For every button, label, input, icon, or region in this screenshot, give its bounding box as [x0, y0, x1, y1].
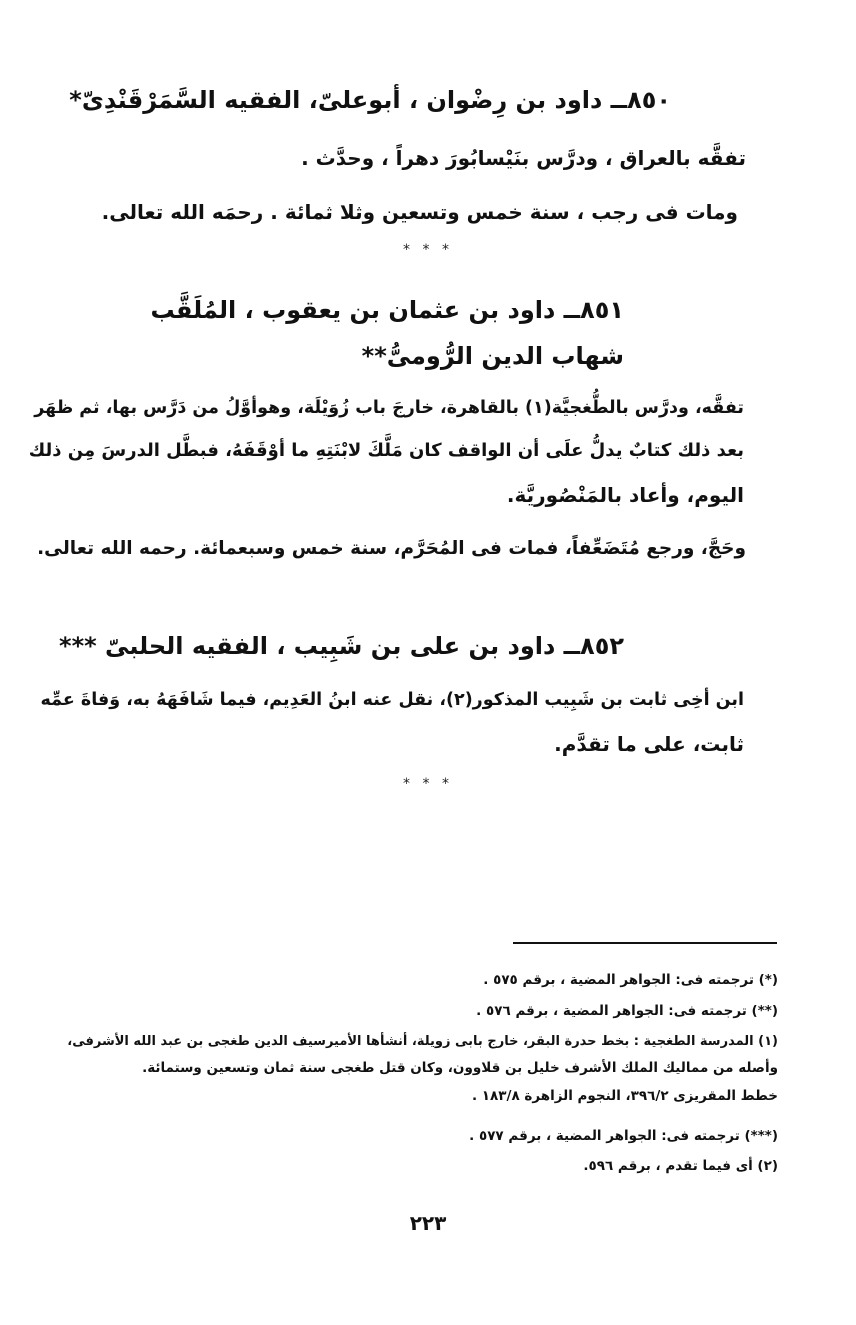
- entry-851-heading-line-1: ٨٥١ــ داود بن عثمان بن يعقوب ، المُلَقَّب: [150, 296, 624, 324]
- entry-850-line-2: ومات فى رجب ، سنة خمس وتسعين وثلا ثمائة . رحمَه الله تعالى.: [101, 200, 738, 224]
- entry-852-line-1: ابن أخِى ثابت بن شَبِيب المذكور(٢)، نقل عنه ابنُ العَدِيم، فيما شَافَهَهُ به، وَفاةَ عمِّه: [40, 690, 744, 710]
- entry-850-heading: ٨٥٠ــ داود بن رِضْوان ، أبوعلىّ، الفقيه السَّمَرْقَنْدِىّ*: [69, 86, 671, 114]
- section-separator: * * *: [403, 242, 453, 258]
- footnote-rule: [513, 942, 777, 944]
- footnote-4: (***) ترجمته فى: الجواهر المضية ، برقم ٥٧٧ .: [469, 1128, 778, 1144]
- footnote-1: (*) ترجمته فى: الجواهر المضية ، برقم ٥٧٥ .: [483, 972, 778, 988]
- footnote-3-line-2: وأصله من مماليك الملك الأشرف خليل بن قلاوون، وكان قتل طغجى سنة ثمان وتسعين وستمائة.: [142, 1060, 778, 1076]
- entry-851-line-3: اليوم، وأعاد بالمَنْصُوريَّة.: [506, 483, 744, 507]
- entry-852-line-2: ثابت، على ما تقدَّم.: [554, 732, 744, 756]
- footnote-2: (**) ترجمته فى: الجواهر المضية ، برقم ٥٧٦ .: [476, 1003, 778, 1019]
- entry-852-heading: ٨٥٢ــ داود بن على بن شَبِيب ، الفقيه الحلبىّ ***: [59, 632, 624, 660]
- footnote-5: (٢) أى فيما تقدم ، برقم ٥٩٦.: [583, 1158, 778, 1174]
- footnote-3-line-3: خطط المقريزى ٣٩٦/٢، النجوم الزاهرة ١٨٣/٨ .: [471, 1088, 778, 1104]
- entry-851-line-4: وحَجَّ، ورجع مُتَضَعِّفاً، فمات فى المُحَرَّم، سنة خمس وسبعمائة. رحمه الله تعالى.: [37, 538, 746, 559]
- entry-851-heading-line-2: شهاب الدين الرُّومىُّ**: [361, 342, 624, 370]
- section-separator: * * *: [403, 776, 453, 792]
- entry-851-line-1: تفقَّه، ودرَّس بالطُّغجيَّة(١) بالقاهرة، خارجَ باب زُوَيْلَة، وهوأوَّلُ من دَرَّس بها، ثم ظهَر: [34, 398, 744, 418]
- footnote-3-line-1: (١) المدرسة الطغجية : بخط حدرة البقر، خارج بابى زويلة، أنشأها الأميرسيف الدين طغجى بن عبد الله الأشرفى،: [67, 1034, 778, 1049]
- entry-850-line-1: تفقَّه بالعراق ، ودرَّس بنَيْسابُورَ دهراً ، وحدَّث .: [301, 146, 746, 170]
- entry-851-line-2: بعد ذلك كتابٌ يدلُّ علَى أن الواقف كان مَلَّكَ لابْنَتِهِ ما أوْقَفَهُ، فبطَّل الدرسَ مِن ذلك: [28, 440, 744, 461]
- page-number: ٢٢٣: [409, 1211, 447, 1235]
